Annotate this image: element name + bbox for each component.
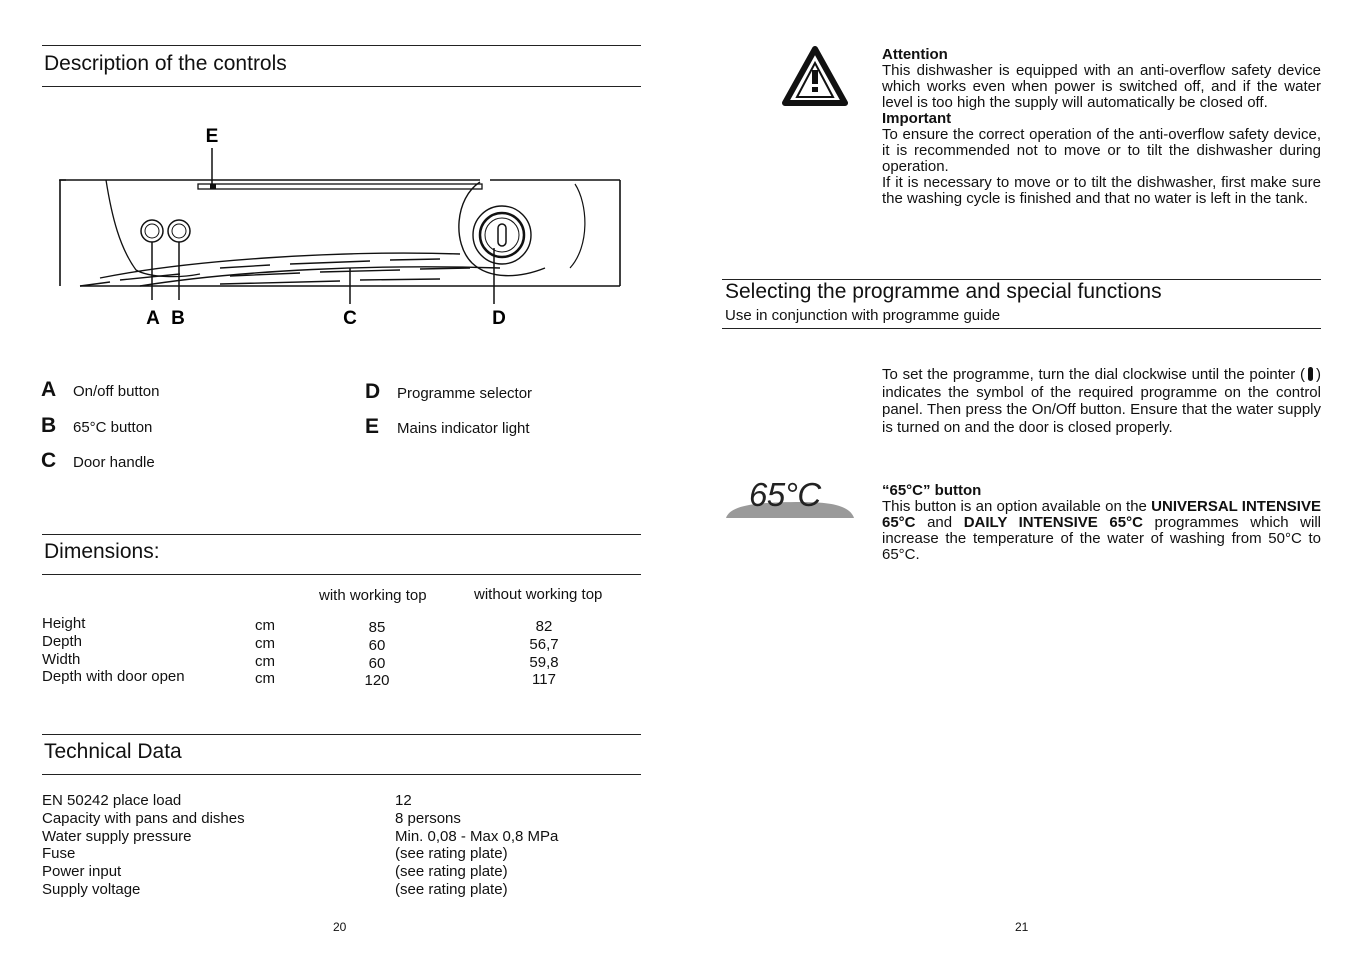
legend-label: 65°C button [73, 419, 153, 436]
legend-letter: B [41, 414, 57, 437]
attention-block [882, 47, 1321, 207]
button-65-block [882, 483, 1321, 563]
technical-label: Water supply pressure [42, 827, 192, 845]
page-number: 21 [1015, 920, 1029, 934]
dimension-value-with: 120 [364, 672, 390, 690]
diagram-label-b: B [171, 308, 185, 329]
dimension-label: Depth [42, 632, 83, 650]
legend-letter: D [365, 380, 381, 403]
technical-value: (see rating plate) [395, 845, 508, 863]
dial-pointer-icon [1308, 367, 1313, 381]
technical-value: (see rating plate) [395, 880, 508, 898]
section-rule [42, 734, 641, 735]
diagram-label-a: A [146, 308, 160, 329]
dimension-label: Width [42, 650, 81, 668]
button-65-bold-1: UNIVERSAL INTENSIVE 65°C [882, 498, 1321, 531]
technical-value: Min. 0,08 - Max 0,8 MPa [395, 827, 559, 845]
technical-value: (see rating plate) [395, 863, 508, 881]
important-heading: Important [882, 110, 952, 127]
dimension-unit: cm [255, 670, 275, 688]
legend-label: On/off button [73, 383, 160, 400]
section-rule [722, 328, 1321, 329]
diagram-label-d: D [492, 308, 506, 329]
technical-value: 12 [395, 792, 412, 809]
important-text: To ensure the correct operation of the anti-overflow safety device, it is recommended not to move or to tilt the dishwasher during operation. [882, 126, 1321, 175]
programme-subtitle: Use in conjunction with programme guide [725, 307, 1001, 324]
section-rule [42, 534, 641, 535]
dimension-value-without: 117 [532, 671, 556, 689]
dimension-unit: cm [255, 634, 275, 652]
diagram-label-c: C [343, 308, 357, 329]
technical-label: Fuse [42, 845, 76, 863]
programme-instructions [882, 366, 1321, 436]
technical-label: Power input [42, 863, 122, 881]
section-rule [42, 86, 641, 87]
section-rule [42, 774, 641, 775]
diagram-label-e: E [205, 126, 219, 147]
legend-letter: A [41, 378, 57, 401]
dimensions-labels [42, 615, 185, 686]
controls-title: Description of the controls [44, 52, 287, 75]
button-65-text [882, 499, 1321, 563]
programme-text-start: To set the programme, turn the dial clockwise until the pointer ( [882, 366, 1305, 383]
section-rule [42, 574, 641, 575]
legend-letter: C [41, 449, 57, 472]
dimension-value-with: 85 [368, 619, 386, 636]
dimension-unit: cm [255, 652, 275, 670]
legend-label: Programme selector [397, 385, 533, 402]
dimension-value-without: 59,8 [529, 653, 559, 671]
attention-text: This dishwasher is equipped with an anti-overflow safety device which works even when power is switched off, and if the water level is too high the supply will automatically be closed off. [882, 62, 1321, 111]
temperature-badge-label: 65°C [749, 476, 821, 513]
warning-triangle-icon [782, 46, 848, 106]
dimension-value-with: 60 [368, 654, 386, 672]
dimensions-col-header-without: without working top [474, 586, 603, 603]
control-panel-diagram [40, 118, 640, 333]
page-number: 20 [333, 920, 347, 934]
technical-label: Supply voltage [42, 880, 141, 898]
dimension-label: Depth with door open [42, 668, 185, 686]
programme-text-end: ) indicates the symbol of the required programme on the control panel. Then press the On/Off button. Ensure that the water supply is turned on and the door is closed properly. [882, 366, 1321, 436]
dimensions-with-values [347, 619, 407, 690]
technical-title: Technical Data [44, 740, 182, 763]
dimensions-title: Dimensions: [44, 540, 160, 563]
dimension-unit: cm [255, 617, 275, 634]
technical-values [395, 792, 558, 899]
dimensions-without-values [514, 618, 574, 689]
dimension-value-without: 56,7 [529, 635, 559, 653]
button-65-text-1: This button is an option available on the [882, 498, 1152, 515]
legend-label: Door handle [73, 454, 155, 471]
programme-title: Selecting the programme and special functions [725, 280, 1162, 303]
button-65-bold-2: DAILY INTENSIVE 65°C [963, 514, 1143, 531]
dimension-value-without: 82 [535, 618, 553, 635]
dimensions-col-header-with: with working top [319, 587, 427, 604]
button-65-text-2: and [915, 514, 964, 531]
legend-letter: E [365, 415, 380, 438]
technical-label: Capacity with pans and dishes [42, 809, 245, 827]
dimension-value-with: 60 [368, 636, 386, 654]
technical-value: 8 persons [395, 809, 461, 827]
section-rule [42, 45, 641, 46]
dimensions-units [255, 617, 275, 688]
move-text: If it is necessary to move or to tilt the dishwasher, first make sure the washing cycle is finished and that no water is left in the tank. [882, 174, 1321, 207]
technical-labels [42, 792, 245, 899]
technical-label: EN 50242 place load [42, 792, 182, 809]
button-65-text-3: programmes which will increase the temperature of the water of washing from 50°C to 65°C. [882, 514, 1321, 563]
legend-label: Mains indicator light [397, 420, 530, 437]
attention-heading: Attention [882, 46, 948, 63]
dimension-label: Height [42, 615, 86, 632]
button-65-heading: “65°C” button [882, 482, 982, 499]
